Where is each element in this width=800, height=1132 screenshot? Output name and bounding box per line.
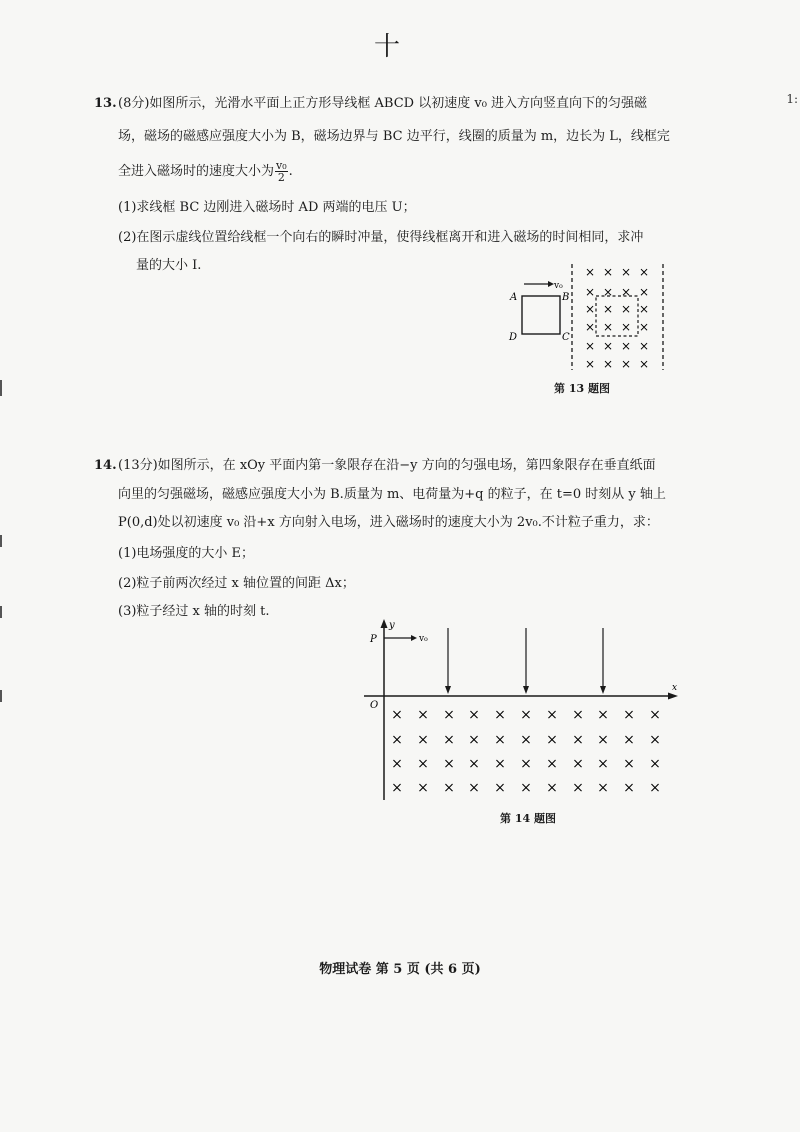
q14-subquestion-1: (1)电场强度的大小 E； xyxy=(118,546,255,561)
q13-label-d: D xyxy=(509,332,518,343)
field-cross-mark: × xyxy=(572,780,584,796)
q14-label-p: P xyxy=(370,634,377,645)
q13-label-c: C xyxy=(562,332,570,343)
field-cross-mark: × xyxy=(597,756,609,772)
q14-figure xyxy=(360,614,690,806)
top-cross-mark: 十 xyxy=(374,32,401,62)
q13-stem-line-2: 场，磁场的磁感应强度大小为 B，磁场边界与 BC 边平行，线圈的质量为 m，边长为 L，线框完 xyxy=(118,129,670,144)
field-cross-mark: × xyxy=(546,780,558,796)
q13-stem-line-1: (8分)如图所示，光滑水平面上正方形导线框 ABCD 以初速度 v₀ 进入方向竖直向下的匀强磁 xyxy=(118,96,648,111)
field-cross-mark: × xyxy=(468,756,480,772)
electric-field-arrows xyxy=(445,628,606,694)
q13-label-v0: v₀ xyxy=(554,281,563,291)
field-cross-mark: × xyxy=(572,756,584,772)
field-cross-mark: × xyxy=(620,302,632,316)
field-cross-mark: × xyxy=(584,320,596,334)
q14-stem-line-2: 向里的匀强磁场，磁感应强度大小为 B.质量为 m、电荷量为+q 的粒子，在 t=0 时刻从 y 轴上 xyxy=(118,487,666,502)
fraction-numerator: v₀ xyxy=(276,159,287,172)
q13-fraction xyxy=(275,160,288,183)
field-cross-mark: × xyxy=(602,320,614,334)
page-footer: 物理试卷 第 5 页 (共 6 页) xyxy=(319,962,481,977)
field-cross-mark: × xyxy=(597,732,609,748)
q14-label-x: x xyxy=(672,683,678,693)
binding-margin-tick xyxy=(0,380,2,396)
field-cross-mark: × xyxy=(443,707,455,723)
field-cross-mark: × xyxy=(638,265,650,279)
field-cross-mark: × xyxy=(417,707,429,723)
q13-number: 13. xyxy=(94,96,117,111)
field-cross-mark: × xyxy=(638,320,650,334)
field-cross-mark: × xyxy=(572,732,584,748)
q13-subquestion-2-line-2: 量的大小 I. xyxy=(136,258,202,273)
initial-velocity-arrowhead xyxy=(411,635,417,641)
q14-subquestion-2: (2)粒子前两次经过 x 轴位置的间距 Δx； xyxy=(118,576,355,591)
field-cross-mark: × xyxy=(649,756,661,772)
q13-stem-line-3 xyxy=(118,160,293,183)
field-cross-mark: × xyxy=(417,780,429,796)
field-cross-mark: × xyxy=(417,732,429,748)
y-axis-arrowhead xyxy=(381,619,388,628)
field-cross-mark: × xyxy=(468,780,480,796)
x-axis-arrowhead xyxy=(668,693,678,700)
field-cross-mark: × xyxy=(391,707,403,723)
fraction-denominator: 2 xyxy=(277,171,285,184)
binding-margin-tick xyxy=(0,606,2,618)
field-cross-mark: × xyxy=(520,707,532,723)
field-cross-mark: × xyxy=(602,285,614,299)
q13-subquestion-2-line-1: (2)在图示虚线位置给线框一个向右的瞬时冲量，使得线框离开和进入磁场的时间相同，求冲 xyxy=(118,230,644,245)
field-cross-mark: × xyxy=(623,732,635,748)
field-cross-mark: × xyxy=(602,339,614,353)
field-cross-mark: × xyxy=(520,780,532,796)
field-cross-mark: × xyxy=(584,357,596,371)
q14-label-origin: O xyxy=(370,700,379,711)
field-cross-mark: × xyxy=(623,707,635,723)
binding-margin-tick xyxy=(0,690,2,702)
field-cross-mark: × xyxy=(584,339,596,353)
field-cross-mark: × xyxy=(443,756,455,772)
field-cross-mark: × xyxy=(572,707,584,723)
field-cross-mark: × xyxy=(494,756,506,772)
q14-label-v0: v₀ xyxy=(419,634,428,644)
field-cross-mark: × xyxy=(623,756,635,772)
q13-field-crosses xyxy=(585,265,649,371)
q14-field-crosses xyxy=(391,707,661,796)
field-cross-mark: × xyxy=(620,339,632,353)
field-cross-mark: × xyxy=(546,732,558,748)
field-cross-mark: × xyxy=(649,707,661,723)
q14-figure-caption: 第 14 题图 xyxy=(500,812,556,825)
field-cross-mark: × xyxy=(494,707,506,723)
field-cross-mark: × xyxy=(584,265,596,279)
field-cross-mark: × xyxy=(620,285,632,299)
field-cross-mark: × xyxy=(602,302,614,316)
field-cross-mark: × xyxy=(638,302,650,316)
field-cross-mark: × xyxy=(584,302,596,316)
edge-mark: 1: xyxy=(786,92,798,106)
field-cross-mark: × xyxy=(597,780,609,796)
field-cross-mark: × xyxy=(584,285,596,299)
field-cross-mark: × xyxy=(391,780,403,796)
field-cross-mark: × xyxy=(546,707,558,723)
field-cross-mark: × xyxy=(468,732,480,748)
field-cross-mark: × xyxy=(494,780,506,796)
q14-stem-line-3: P(0,d)处以初速度 v₀ 沿+x 方向射入电场，进入磁场时的速度大小为 2v₀.不计粒子重力，求： xyxy=(118,515,659,530)
q13-figure-caption: 第 13 题图 xyxy=(554,382,610,395)
q14-stem-line-1: (13分)如图所示，在 xOy 平面内第一象限存在沿−y 方向的匀强电场，第四象限存在垂直纸面 xyxy=(118,458,656,473)
field-cross-mark: × xyxy=(620,265,632,279)
field-cross-mark: × xyxy=(649,732,661,748)
field-cross-mark: × xyxy=(620,357,632,371)
field-cross-mark: × xyxy=(443,780,455,796)
field-cross-mark: × xyxy=(638,357,650,371)
field-cross-mark: × xyxy=(638,285,650,299)
field-cross-mark: × xyxy=(391,756,403,772)
field-cross-mark: × xyxy=(468,707,480,723)
q14-label-y: y xyxy=(389,620,395,631)
field-cross-mark: × xyxy=(520,756,532,772)
field-cross-mark: × xyxy=(649,780,661,796)
field-cross-mark: × xyxy=(623,780,635,796)
field-cross-mark: × xyxy=(602,265,614,279)
q13-label-a: A xyxy=(510,292,518,303)
field-cross-mark: × xyxy=(597,707,609,723)
q13-label-b: B xyxy=(562,292,570,303)
q13-stem-line-3-suffix: . xyxy=(288,164,293,179)
field-cross-mark: × xyxy=(391,732,403,748)
field-cross-mark: × xyxy=(443,732,455,748)
field-cross-mark: × xyxy=(417,756,429,772)
q13-stem-line-3-prefix: 全进入磁场时的速度大小为 xyxy=(118,164,275,179)
binding-margin-tick xyxy=(0,535,2,547)
field-cross-mark: × xyxy=(520,732,532,748)
q14-subquestion-3: (3)粒子经过 x 轴的时刻 t. xyxy=(118,604,270,619)
field-cross-mark: × xyxy=(546,756,558,772)
q14-number: 14. xyxy=(94,458,117,473)
field-cross-mark: × xyxy=(602,357,614,371)
field-cross-mark: × xyxy=(638,339,650,353)
field-cross-mark: × xyxy=(620,320,632,334)
field-cross-mark: × xyxy=(494,732,506,748)
square-loop-abcd xyxy=(522,296,560,334)
q13-subquestion-1: (1)求线框 BC 边刚进入磁场时 AD 两端的电压 U； xyxy=(118,200,416,215)
